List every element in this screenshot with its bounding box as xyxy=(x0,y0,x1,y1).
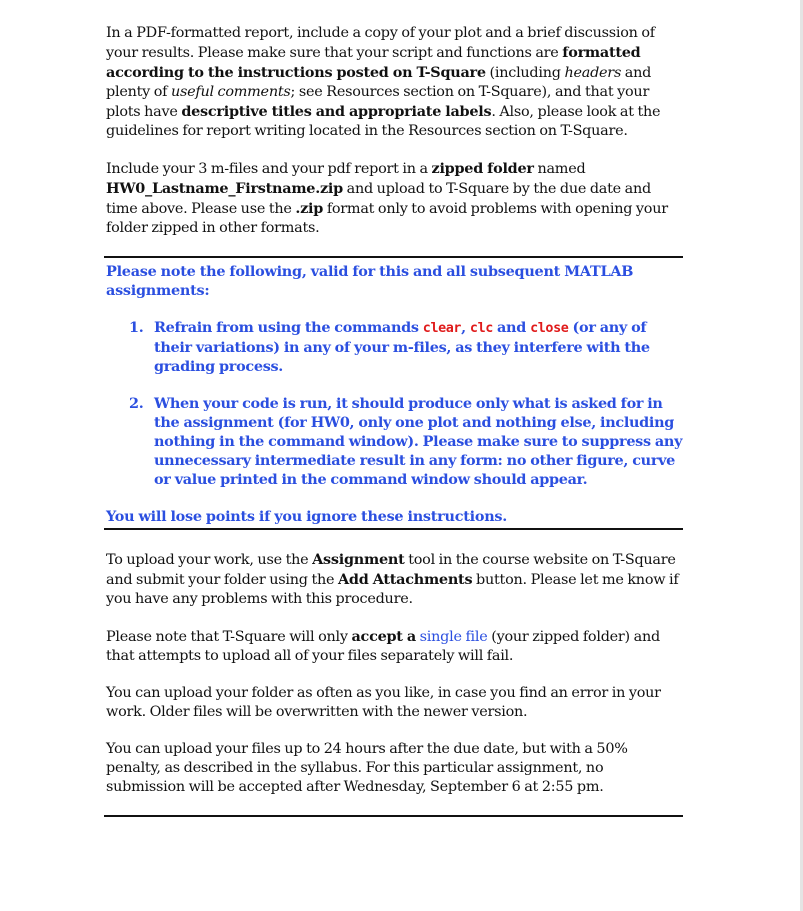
bold-run: formatted according to the instructions posted on T-Square xyxy=(106,44,641,81)
command-close: close xyxy=(530,321,569,336)
text-run: To upload your work, use the xyxy=(106,552,313,568)
text-run: When your code is run, it should produce only what is asked for in the assignment (for HW0, only one plot and nothing else, including nothing in the command window). Please make sure to suppress any unnecessary intermediate result in any form: no other figure, curve or value printed in the command window should appear. xyxy=(154,395,683,488)
text-run: button. Please let me know if you have any problems with this procedure. xyxy=(106,572,679,607)
text-run: named xyxy=(533,161,586,177)
list-number: 1. xyxy=(129,319,144,336)
notice-title: Please note the following, valid for this and all subsequent MATLAB assignments: xyxy=(106,263,634,299)
zip-paragraph xyxy=(106,159,684,238)
blue-run: single file xyxy=(419,629,488,645)
text-run: tool in the course website on T-Square and submit your folder using the xyxy=(106,552,676,588)
notice-item-1 xyxy=(129,318,684,376)
text-run: and xyxy=(492,319,531,336)
reupload-paragraph: You can upload your folder as often as you like, in case you find an error in your work. Older files will be overwritten with the newer version. xyxy=(106,685,661,720)
text-run: Please note that T-Square will only xyxy=(106,629,352,645)
bold-run: Add Attachments xyxy=(338,571,473,588)
notice-item-2 xyxy=(129,394,684,489)
divider-bottom xyxy=(104,815,683,817)
late-penalty-paragraph: You can upload your files up to 24 hours after the due date, but with a 50% penalty, as described in the syllabus. For this particular assignment, no submission will be accepted after Wednesday, September 6 at 2:55 pm. xyxy=(106,741,628,795)
text-run: ; see Resources section on T-Square), and that your plots have xyxy=(106,84,650,120)
single-file-paragraph xyxy=(106,627,684,666)
text-run: Include your 3 m-files and your pdf report in a xyxy=(106,161,432,177)
text-run: . Also, please look at the guidelines for report writing located in the Resources section on T-Square. xyxy=(106,104,661,139)
notice-list xyxy=(106,318,684,489)
text-run: Refrain from using the commands xyxy=(154,319,423,336)
upload-paragraph xyxy=(106,550,684,609)
bold-run: HW0_Lastname_Firstname.zip xyxy=(106,180,343,197)
text-run: , xyxy=(461,319,470,336)
text-run: In a PDF-formatted report, include a copy of your plot and a brief discussion of your results. Please make sure that your script and functions are xyxy=(106,25,655,61)
text-run: format only to avoid problems with opening your folder zipped in other formats. xyxy=(106,201,668,236)
text-run: (including xyxy=(485,65,565,81)
list-number: 2. xyxy=(129,395,144,412)
notice-box xyxy=(106,262,684,527)
text-run: (your zipped folder) and that attempts to upload all of your files separately will fail. xyxy=(106,629,660,664)
italic-run: headers xyxy=(564,65,622,81)
command-clc: clc xyxy=(469,321,493,336)
warning-text: You will lose points if you ignore these instructions. xyxy=(106,508,508,525)
command-clear: clear xyxy=(422,321,462,336)
divider-top xyxy=(104,256,683,258)
bold-run: descriptive titles and appropriate labels xyxy=(181,103,492,120)
text-run: (or any of their variations) in any of your m-files, as they interfere with the grading process. xyxy=(154,319,650,375)
report-paragraph xyxy=(106,24,684,141)
bold-run: zipped folder xyxy=(431,160,534,177)
text-run: and upload to T-Square by the due date and time above. Please use the xyxy=(106,181,651,217)
bold-run: .zip xyxy=(295,200,324,217)
document-body xyxy=(106,24,684,817)
bold-run: Assignment xyxy=(312,551,405,568)
italic-run: useful comments xyxy=(170,84,291,100)
bold-run: accept a xyxy=(351,628,416,645)
text-run: and plenty of xyxy=(106,65,652,100)
